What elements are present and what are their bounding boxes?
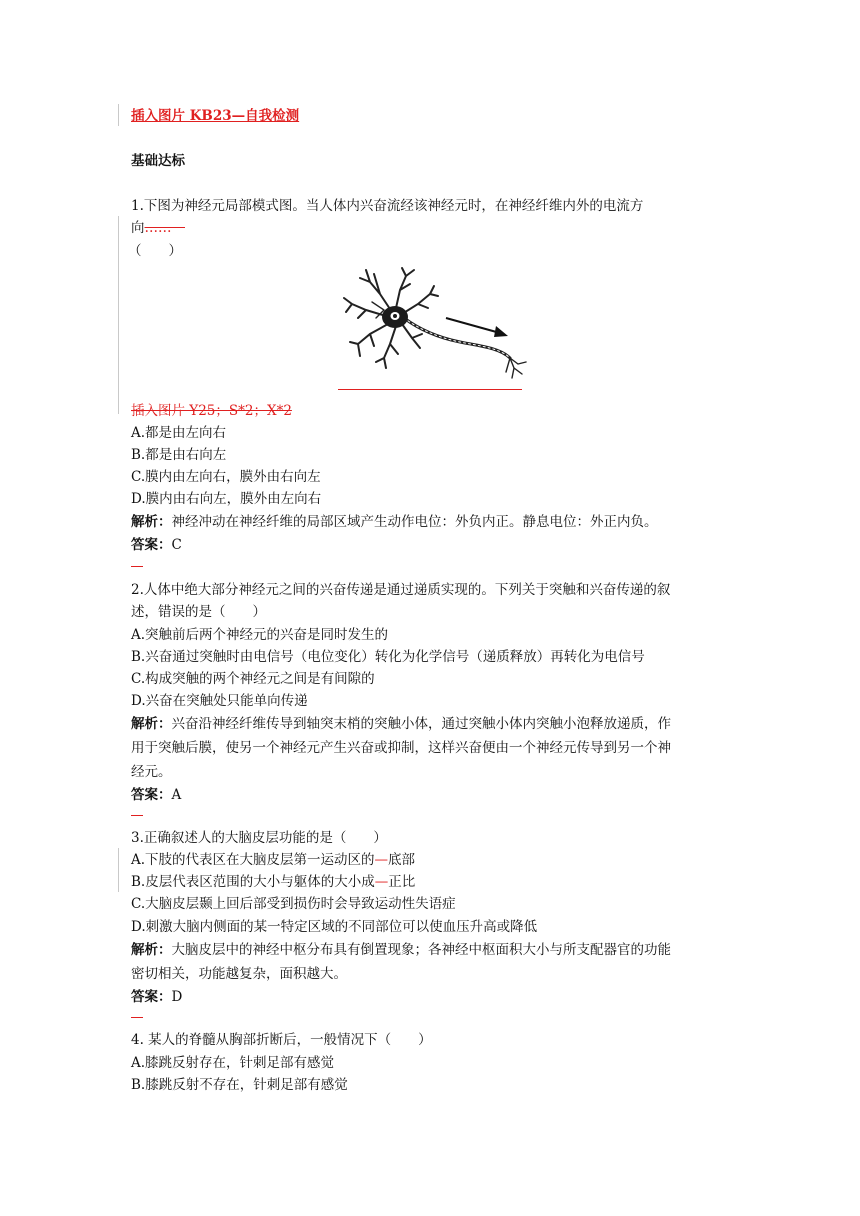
q3-analysis-line2: 密切相关，功能越复杂，面积越大。: [131, 966, 347, 982]
answer-value: A: [171, 787, 182, 803]
q1-figure-caption: 插入图片 Y25；S*2；X*2: [131, 403, 292, 419]
section-title: 基础达标: [131, 153, 185, 169]
q3-option-b: [131, 871, 415, 893]
q3-option-a: [131, 849, 415, 871]
q3-option-b-text: B.皮层代表区范围的大小与躯体的大小成: [131, 874, 375, 890]
q1-stem-line2: [131, 217, 185, 239]
neuron-figure: [340, 264, 530, 389]
analysis-text: 大脑皮层中的神经中枢分布具有倒置现象；各神经中枢面积大小与所支配器官的功能: [171, 942, 671, 958]
q2-analysis: [131, 713, 671, 735]
separator-mark: [131, 815, 143, 816]
separator-mark: [131, 1017, 143, 1018]
q1-option-a: A.都是由左向右: [131, 425, 227, 441]
q2-option-b: B.兴奋通过突触时由电信号（电位变化）转化为化学信号（递质释放）再转化为电信号: [131, 649, 645, 665]
revision-bar: [118, 216, 119, 414]
answer-label: 答案：: [131, 537, 172, 553]
q1-deleted-space: [172, 220, 186, 236]
q1-option-b: B.都是由右向左: [131, 447, 227, 463]
q4-option-b: B.膝跳反射不存在，针刺足部有感觉: [131, 1077, 348, 1093]
q3-option-b-dash: —: [374, 874, 389, 890]
q3-analysis: [131, 939, 671, 961]
separator-mark: [131, 566, 143, 567]
q1-analysis: [131, 511, 658, 533]
insert-image-label: 插入图片 KB23—自我检测: [131, 108, 300, 124]
q2-option-a: A.突触前后两个神经元的兴奋是同时发生的: [131, 627, 389, 643]
q1-deleted-dots: ……: [144, 220, 172, 236]
answer-label: 答案：: [131, 787, 172, 803]
answer-value: D: [171, 989, 183, 1005]
q3-answer: [131, 986, 182, 1008]
revision-bar: [118, 848, 119, 892]
q2-analysis-line2: 用于突触后膜，使另一个神经元产生兴奋或抑制，这样兴奋便由一个神经元传导到另一个神: [131, 740, 671, 756]
q4-stem: 4. 某人的脊髓从胸部折断后，一般情况下（ ）: [131, 1032, 432, 1048]
answer-value: C: [171, 537, 182, 553]
q1-blank: （ ）: [128, 243, 182, 259]
q4-option-a: A.膝跳反射存在，针刺足部有感觉: [131, 1055, 335, 1071]
analysis-text: 神经冲动在神经纤维的局部区域产生动作电位：外负内正。静息电位：外正内负。: [171, 514, 658, 530]
q2-stem-line2: 述，错误的是（ ）: [131, 604, 266, 620]
q3-option-c: C.大脑皮层颞上回后部受到损伤时会导致运动性失语症: [131, 896, 456, 912]
q2-stem: 2.人体中绝大部分神经元之间的兴奋传递是通过递质实现的。下列关于突触和兴奋传递的叙: [131, 582, 671, 598]
figure-underline: [338, 389, 522, 390]
q1-option-d: D.膜内由右向左，膜外由左向右: [131, 491, 322, 507]
q3-option-a-text: A.下肢的代表区在大脑皮层第一运动区的: [131, 852, 375, 868]
q1-stem: 1.下图为神经元局部模式图。当人体内兴奋流经该神经元时，在神经纤维内外的电流方: [131, 198, 644, 214]
q3-option-a-dash: —: [374, 852, 389, 868]
analysis-label: 解析：: [131, 942, 172, 958]
revision-bar: [118, 104, 119, 126]
q2-option-c: C.构成突触的两个神经元之间是有间隙的: [131, 671, 375, 687]
q3-option-d: D.刺激大脑内侧面的某一特定区域的不同部位可以使血压升高或降低: [131, 919, 538, 935]
analysis-label: 解析：: [131, 716, 172, 732]
q2-answer: [131, 784, 181, 806]
q3-option-a-tail: 底部: [388, 852, 416, 868]
analysis-label: 解析：: [131, 514, 172, 530]
q1-option-c: C.膜内由左向右，膜外由右向左: [131, 469, 321, 485]
direction-arrow-icon: [446, 318, 508, 337]
q1-answer: [131, 534, 182, 556]
analysis-text: 兴奋沿神经纤维传导到轴突末梢的突触小体，通过突触小体内突触小泡释放递质，作: [171, 716, 671, 732]
answer-label: 答案：: [131, 989, 172, 1005]
q1-stem-text: 向: [131, 220, 145, 236]
q3-stem: 3.正确叙述人的大脑皮层功能的是（ ）: [131, 830, 387, 846]
q3-option-b-tail: 正比: [388, 874, 416, 890]
q2-analysis-line3: 经元。: [131, 764, 172, 780]
q2-option-d: D.兴奋在突触处只能单向传递: [131, 693, 308, 709]
